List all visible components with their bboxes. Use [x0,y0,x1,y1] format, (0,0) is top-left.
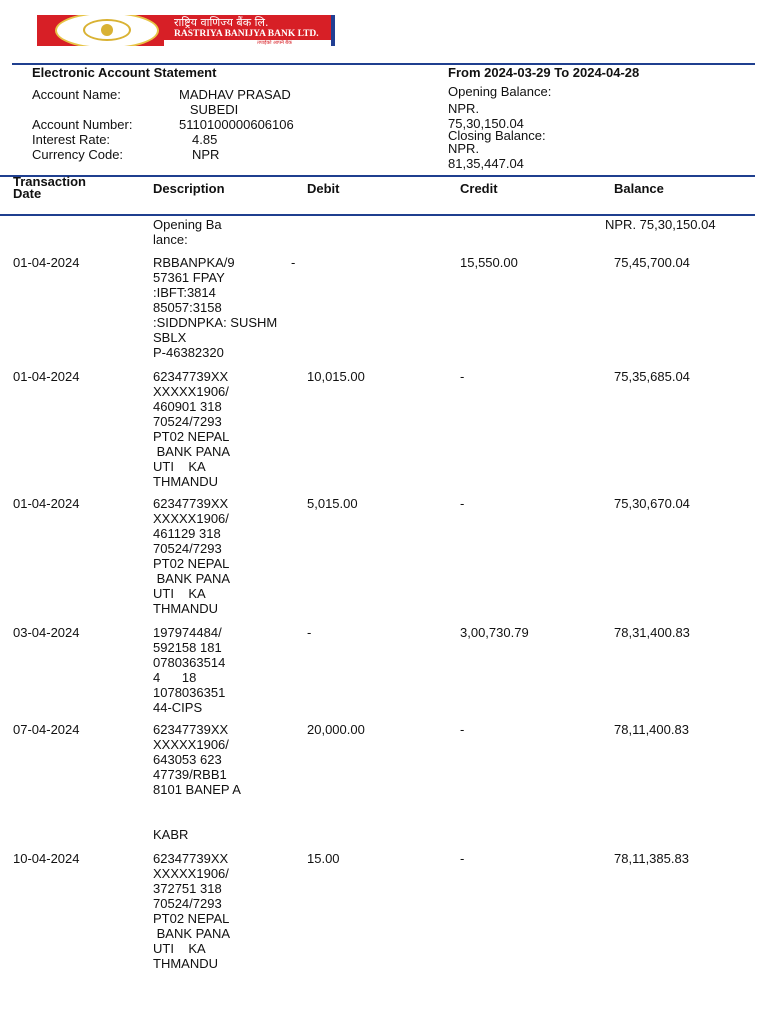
row-description: 62347739XX XXXXX1906/ 372751 318 70524/7293 PT02 NEPAL BANK PANA UTI KA THMANDU [153,851,231,971]
bank-tagline: तपाईंको आफ्नै बैंक [257,40,292,46]
row-date: 01-04-2024 [13,255,80,270]
account-name-value: MADHAV PRASAD SUBEDI [179,87,291,117]
row-date: 07-04-2024 [13,722,80,737]
table-header-top-rule [0,175,755,177]
row-date: 01-04-2024 [13,496,80,511]
account-number-value: 5110100000606106 [179,117,294,132]
closing-balance-value: NPR. 81,35,447.04 [448,141,524,171]
row-debit: 5,015.00 [307,496,358,511]
row-credit: - [460,496,465,511]
account-number-label: Account Number: [32,117,133,132]
row-credit: 15,550.00 [460,255,518,270]
currency-code-value: NPR [192,147,220,162]
header-debit: Debit [307,181,340,196]
row-date: 01-04-2024 [13,369,80,384]
row-balance: 75,30,670.04 [614,496,690,511]
row-credit: - [460,851,465,866]
row-balance: 75,35,685.04 [614,369,690,384]
bank-name-english: RASTRIYA BANIJYA BANK LTD. [174,29,319,39]
bank-logo [37,15,335,46]
bank-name-nepali: राष्ट्रिय वाणिज्य बैंक लि. [174,16,269,29]
row-credit: - [460,722,465,737]
interest-rate-label: Interest Rate: [32,132,111,147]
row-description: RBBANPKA/9 57361 FPAY :IBFT:3814 85057:3158 :SIDDNPKA: SUSHM SBLX P-46382320 [153,255,278,360]
row-description: 62347739XX XXXXX1906/ 643053 623 47739/RBB1 8101 BANEP A KABR [153,722,241,842]
logo-tagline-strip [164,40,335,46]
opening-balance-label: Opening Balance: [448,84,552,99]
header-description: Description [153,181,225,196]
currency-code-label: Currency Code: [32,147,124,162]
opening-balance-value: NPR. 75,30,150.04 [448,101,524,131]
row-debit: 10,015.00 [307,369,365,384]
row-credit: 3,00,730.79 [460,625,529,640]
row-balance: 78,31,400.83 [614,625,690,640]
header-credit: Credit [460,181,498,196]
row-balance: 78,11,385.83 [614,851,689,866]
row-credit: - [460,369,465,384]
row-debit: 20,000.00 [307,722,365,737]
row-balance: 78,11,400.83 [614,722,689,737]
row-date: 10-04-2024 [13,851,80,866]
row-balance: NPR. 75,30,150.04 [605,217,716,232]
closing-balance-label: Closing Balance: [448,128,546,143]
row-description: Opening Ba lance: [153,217,222,247]
header-balance: Balance [614,181,664,196]
header-transaction-date: Transaction Date [13,174,86,201]
interest-rate-value: 4.85 [192,132,218,147]
row-debit: 15.00 [307,851,340,866]
row-debit: - [307,625,312,640]
row-description: 62347739XX XXXXX1906/ 461129 318 70524/7293 PT02 NEPAL BANK PANA UTI KA THMANDU [153,496,231,616]
row-balance: 75,45,700.04 [614,255,690,270]
row-date: 03-04-2024 [13,625,80,640]
account-name-label: Account Name: [32,87,121,102]
logo-blue-bar [331,15,335,46]
row-description: 197974484/ 592158 181 0780363514 4 18 1078036351 44-CIPS [153,625,226,715]
table-header-bottom-rule [0,214,755,216]
statement-period: From 2024-03-29 To 2024-04-28 [448,65,640,80]
row-description: 62347739XX XXXXX1906/ 460901 318 70524/7293 PT02 NEPAL BANK PANA UTI KA THMANDU [153,369,231,489]
statement-title: Electronic Account Statement [32,65,217,80]
row-debit: - [291,255,296,270]
bank-emblem-icon [55,15,159,46]
